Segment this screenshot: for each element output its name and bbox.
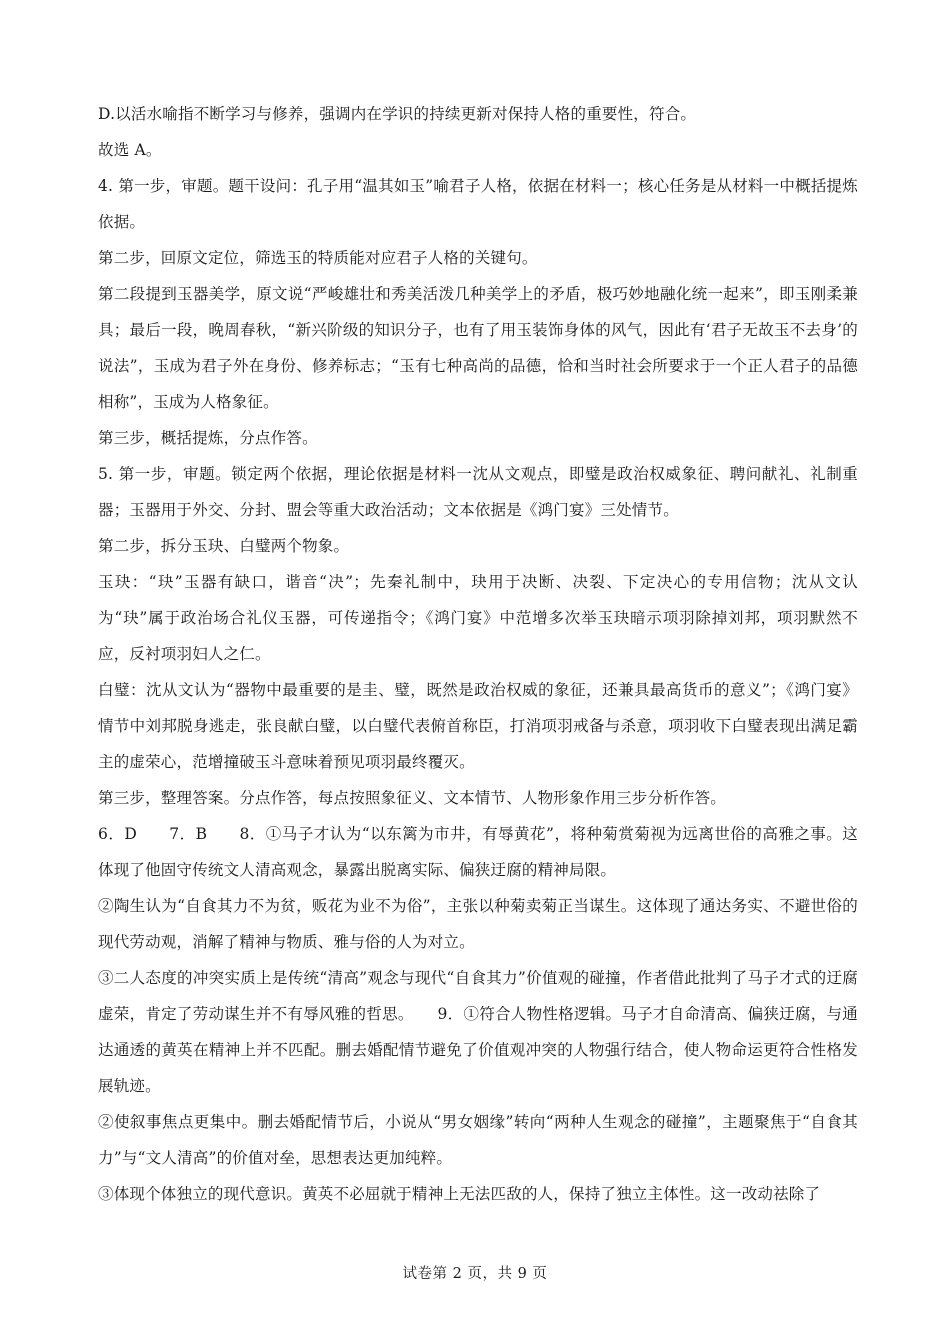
answer-text-body	[98, 96, 858, 1212]
paragraph-q9-point3: ③体现个体独立的现代意识。黄英不必屈就于精神上无法匹敌的人，保持了独立主体性。这一改动祛除了	[98, 1185, 821, 1203]
paragraph-answer-a: 故选 A。	[98, 141, 162, 159]
paragraph-q5-step1: 5. 第一步，审题。锁定两个依据，理论依据是材料一沈从文观点，即璧是政治权威象征、聘问献礼、礼制重器；玉器用于外交、分封、盟会等重大政治活动；文本依据是《鸿门宴》三处情节。	[98, 465, 858, 519]
paragraph-q5-step2: 第二步，拆分玉玦、白璧两个物象。	[98, 537, 350, 555]
paragraph-q5-white-bi: 白璧：沈从文认为“器物中最重要的是圭、璧，既然是政治权威的象征，还兼具最高货币的意义”；《鸿门宴》情节中刘邦脱身逃走，张良献白璧，以白璧代表俯首称臣，打消项羽戒备与杀意，项羽收下白璧表现出满足霸主的虚荣心，范增撞破玉斗意味着预见项羽最终覆灭。	[98, 681, 858, 771]
paragraph-q4-step3: 第三步，概括提炼，分点作答。	[98, 429, 318, 447]
paragraph-q8-point2: ②陶生认为“自食其力不为贫，贩花为业不为俗”，主张以种菊卖菊正当谋生。这体现了通达务实、不避世俗的现代劳动观，消解了精神与物质、雅与俗的人为对立。	[98, 897, 858, 951]
paragraph-q4-step1: 4. 第一步，审题。题干设问：孔子用“温其如玉”喻君子人格，依据在材料一；核心任务是从材料一中概括提炼依据。	[98, 177, 858, 231]
paragraph-q5-jade-jue: 玉玦：“玦”玉器有缺口，谐音“决”；先秦礼制中，玦用于决断、决裂、下定决心的专用信物；沈从文认为“玦”属于政治场合礼仪玉器，可传递指令；《鸿门宴》中范增多次举玉玦暗示项羽除掉刘邦，项羽默然不应，反衬项羽妇人之仁。	[98, 573, 858, 663]
paragraph-q4-step2: 第二步，回原文定位，筛选玉的特质能对应君子人格的关键句。	[98, 249, 538, 267]
page-footer: 试卷第 2 页，共 9 页	[402, 1266, 548, 1282]
paragraph-q4-analysis: 第二段提到玉器美学，原文说“严峻雄壮和秀美活泼几种美学上的矛盾，极巧妙地融化统一起来”，即玉刚柔兼具；最后一段，晚周春秋，“新兴阶级的知识分子，也有了用玉装饰身体的风气，因此有‘君子无故玉不去身’的说法”，玉成为君子外在身份、修养标志；“玉有七种高尚的品德，恰和当时社会所要求于一个正人君子的品德相称”，玉成为人格象征。	[98, 285, 858, 411]
paragraph-q5-step3: 第三步，整理答案。分点作答，每点按照象征义、文本情节、人物形象作用三步分析作答。	[98, 789, 727, 807]
paragraph-d-option: D.以活水喻指不断学习与修养，强调内在学识的持续更新对保持人格的重要性，符合。	[98, 105, 697, 123]
paragraph-q9-point2: ②使叙事焦点更集中。删去婚配情节后，小说从“男女姻缘”转向“两种人生观念的碰撞”，主题聚焦于“自食其力”与“文人清高”的价值对垒，思想表达更加纯粹。	[98, 1113, 858, 1167]
paragraph-q6-q8: 6．D 7．B 8．①马子才认为“以东篱为市井，有辱黄花”，将种菊赏菊视为远离世俗的高雅之事。这体现了他固守传统文人清高观念，暴露出脱离实际、偏狭迂腐的精神局限。	[98, 825, 858, 879]
paragraph-q8-point3-q9: ③二人态度的冲突实质上是传统“清高”观念与现代“自食其力”价值观的碰撞，作者借此批判了马子才式的迂腐虚荣，肯定了劳动谋生并不有辱风雅的哲思。 9．①符合人物性格逻辑。马子才自命清高、偏狭迂腐，与通达通透的黄英在精神上并不匹配。删去婚配情节避免了价值观冲突的人物强行结合，使人物命运更符合性格发展轨迹。	[98, 969, 858, 1095]
